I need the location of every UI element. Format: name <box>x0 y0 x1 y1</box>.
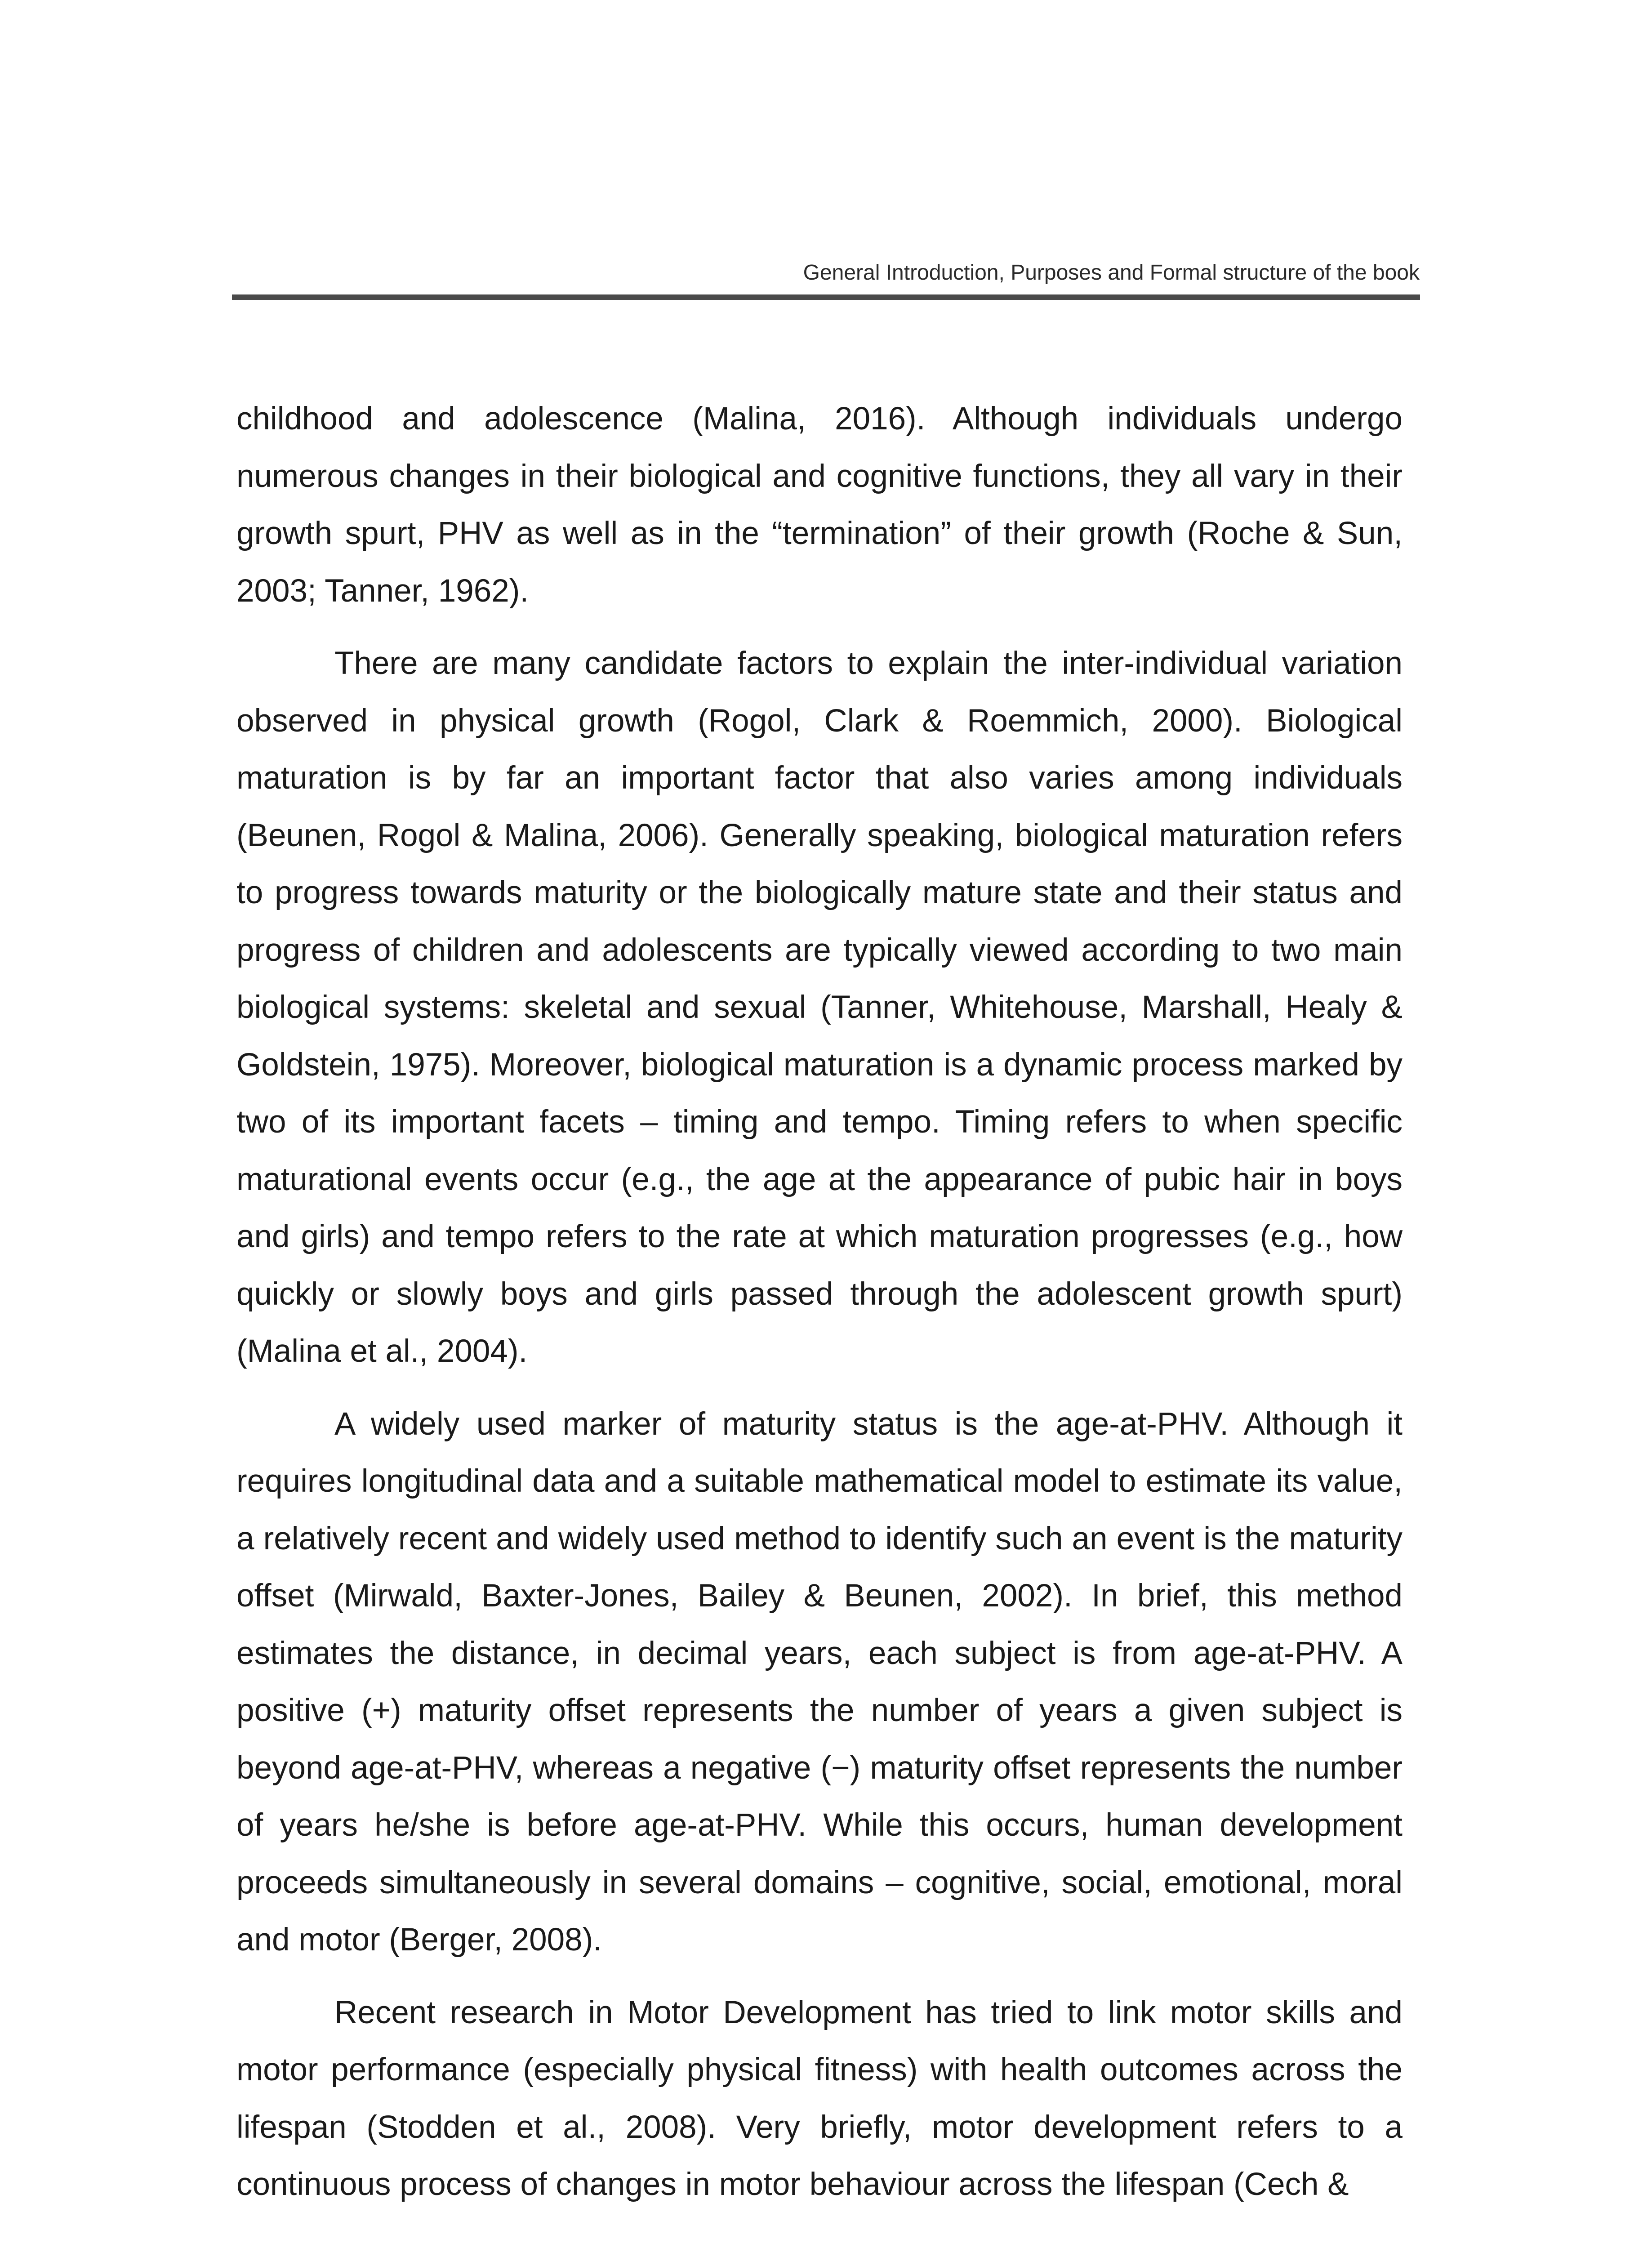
paragraph: Recent research in Motor Development has tried to link motor skills and motor performance (especially physical fitness) with health outcomes across the lifespan (Stodden et al., 2008). Very briefly, motor development refers to a continuous process of changes in motor behaviour across the lifespan (Cech & <box>236 1994 1403 2202</box>
running-header: General Introduction, Purposes and Formal structure of the book <box>803 261 1420 285</box>
header-rule <box>232 294 1420 300</box>
body-text <box>236 390 1403 2229</box>
paragraph: There are many candidate factors to explain the inter-individual variation observed in physical growth (Rogol, Clark & Roemmich, 2000). Biological maturation is by far an important factor that also varies among individuals (Beunen, Rogol & Malina, 2006). Generally speaking, biological maturation refers to progress towards maturity or the biologically mature state and their status and progress of children and adolescents are typically viewed according to two main biological systems: skeletal and sexual (Tanner, Whitehouse, Marshall, Healy & Goldstein, 1975). Moreover, biological maturation is a dynamic process marked by two of its important facets – timing and tempo. Timing refers to when specific maturational events occur (e.g., the age at the appearance of pubic hair in boys and girls) and tempo refers to the rate at which maturation progresses (e.g., how quickly or slowly boys and girls passed through the adolescent growth spurt) (Malina et al., 2004). <box>236 646 1403 1369</box>
paragraph: A widely used marker of maturity status is the age-at-PHV. Although it requires longitudinal data and a suitable mathematical model to estimate its value, a relatively recent and widely used method to identify such an event is the maturity offset (Mirwald, Baxter-Jones, Bailey & Beunen, 2002). In brief, this method estimates the distance, in decimal years, each subject is from age-at-PHV. A positive (+) maturity offset represents the number of years a given subject is beyond age-at-PHV, whereas a negative (−) maturity offset represents the number of years he/she is before age-at-PHV. While this occurs, human development proceeds simultaneously in several domains – cognitive, social, emotional, moral and motor (Berger, 2008). <box>236 1406 1403 1958</box>
paragraph: childhood and adolescence (Malina, 2016). Although individuals undergo numerous changes in their biological and cognitive functions, they all vary in their growth spurt, PHV as well as in the “termination” of their growth (Roche & Sun, 2003; Tanner, 1962). <box>236 401 1403 609</box>
